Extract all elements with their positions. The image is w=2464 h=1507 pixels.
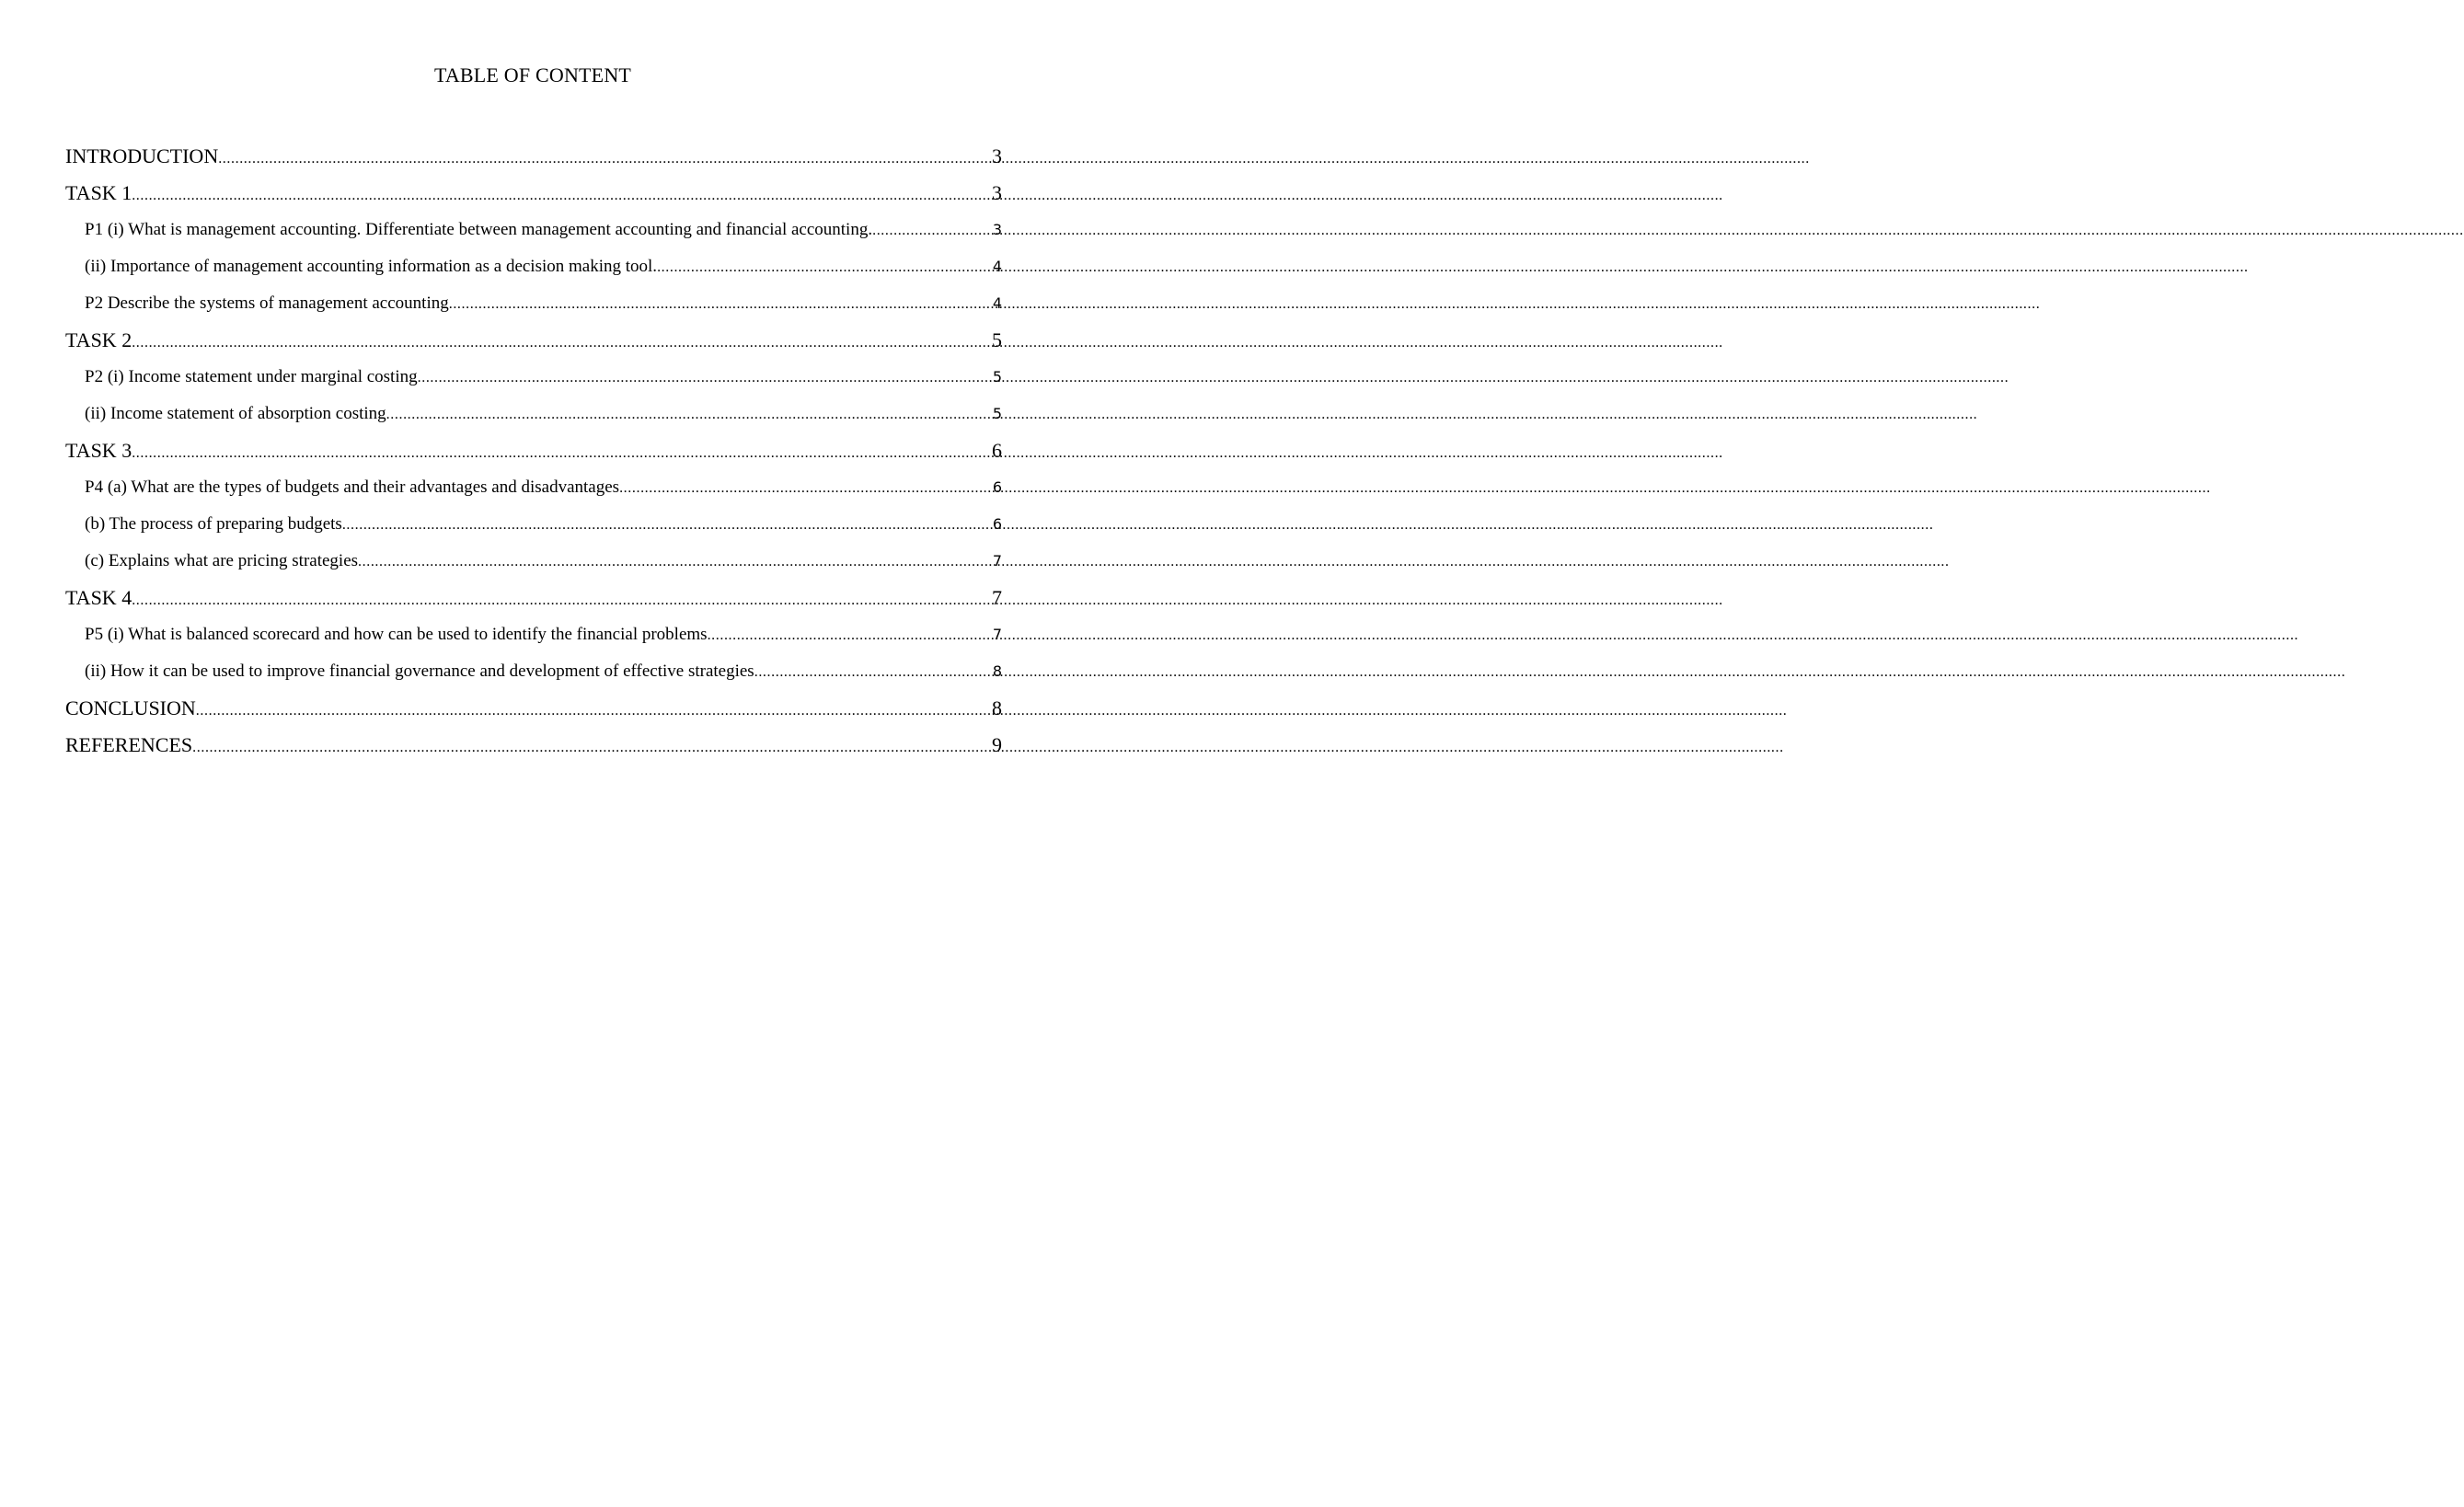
toc-dot-leader: [192, 730, 992, 766]
toc-entry-text: P2 (i) Income statement under marginal costing: [85, 367, 418, 386]
toc-dot-leader: [449, 286, 993, 323]
toc-subsection-entry[interactable]: [65, 543, 1002, 580]
toc-entry-text: REFERENCES: [65, 733, 193, 756]
toc-page-number: 5: [992, 328, 1002, 351]
toc-page-number: 8: [992, 696, 1002, 719]
toc-page-number: 6: [992, 478, 1002, 496]
toc-page-number: 5: [992, 368, 1002, 385]
toc-dot-leader: [132, 178, 992, 214]
toc-subsection-entry[interactable]: [65, 212, 1002, 248]
toc-page-number: 4: [992, 258, 1002, 275]
toc-dot-leader: [418, 360, 993, 397]
toc-page-number: 4: [992, 294, 1002, 312]
toc-entry-text: INTRODUCTION: [65, 144, 219, 167]
toc-entry-text: (ii) Income statement of absorption costing: [85, 404, 386, 423]
toc-section-entry[interactable]: [65, 580, 1002, 616]
toc-page-number: 3: [992, 181, 1002, 204]
toc-dot-leader: [132, 435, 992, 472]
toc-entry-text: TASK 1: [65, 181, 132, 204]
toc-subsection-entry[interactable]: [65, 616, 1002, 653]
toc-entry-text: TASK 2: [65, 328, 132, 351]
toc-section-entry[interactable]: [65, 727, 1002, 764]
toc-list: [65, 138, 1002, 764]
toc-dot-leader: [196, 693, 992, 730]
toc-subsection-entry[interactable]: [65, 248, 1002, 285]
document-page: [0, 0, 1065, 1507]
toc-entry-text: (ii) Importance of management accounting information as a decision making tool.: [85, 257, 658, 276]
toc-subsection-entry[interactable]: [65, 653, 1002, 690]
toc-entry-text: P5 (i) What is balanced scorecard and how can be used to identify the financial problems: [85, 625, 708, 644]
toc-entry-text: (c) Explains what are pricing strategies: [85, 551, 359, 570]
toc-entry-text: P4 (a) What are the types of budgets and their advantages and disadvantages: [85, 477, 620, 497]
toc-page-number: 6: [992, 439, 1002, 462]
toc-dot-leader: [386, 397, 993, 433]
toc-entry-text: TASK 3: [65, 439, 132, 462]
toc-page-number: 6: [992, 515, 1002, 533]
toc-entry-text: P1 (i) What is management accounting. Differentiate between management accounting and financial accounting.: [85, 220, 873, 239]
toc-subsection-entry[interactable]: [65, 359, 1002, 396]
toc-page-number: 7: [992, 586, 1002, 609]
toc-subsection-entry[interactable]: [65, 469, 1002, 506]
toc-section-entry[interactable]: [65, 322, 1002, 359]
toc-entry-text: TASK 4: [65, 586, 132, 609]
toc-entry-text: (b) The process of preparing budgets: [85, 514, 342, 534]
toc-title: TABLE OF CONTENT: [433, 63, 632, 86]
toc-dot-leader: [657, 249, 993, 286]
toc-dot-leader: [342, 507, 993, 544]
toc-section-entry[interactable]: [65, 138, 1002, 175]
toc-page-number: 8: [992, 662, 1002, 680]
toc-section-entry[interactable]: [65, 432, 1002, 469]
toc-page-number: 3: [992, 221, 1002, 238]
toc-entry-text: CONCLUSION: [65, 696, 196, 719]
toc-dot-leader: [132, 582, 992, 619]
toc-dot-leader: [872, 213, 993, 249]
toc-dot-leader: [754, 654, 993, 691]
toc-page-number: 7: [992, 626, 1002, 643]
toc-dot-leader: [619, 470, 993, 507]
toc-dot-leader: [218, 141, 992, 178]
toc-entry-text: P2 Describe the systems of management accounting: [85, 293, 449, 313]
toc-dot-leader: [358, 544, 993, 581]
toc-subsection-entry[interactable]: [65, 396, 1002, 432]
toc-page-number: 7: [992, 552, 1002, 569]
toc-page-number: 3: [992, 144, 1002, 167]
toc-section-entry[interactable]: [65, 175, 1002, 212]
toc-page-number: 5: [992, 405, 1002, 422]
toc-section-entry[interactable]: [65, 690, 1002, 727]
toc-subsection-entry[interactable]: [65, 285, 1002, 322]
toc-page-number: 9: [992, 733, 1002, 756]
toc-dot-leader: [132, 325, 992, 362]
toc-subsection-entry[interactable]: [65, 506, 1002, 543]
toc-entry-text: (ii) How it can be used to improve financial governance and development of effective strategies: [85, 661, 754, 681]
toc-dot-leader: [708, 617, 993, 654]
